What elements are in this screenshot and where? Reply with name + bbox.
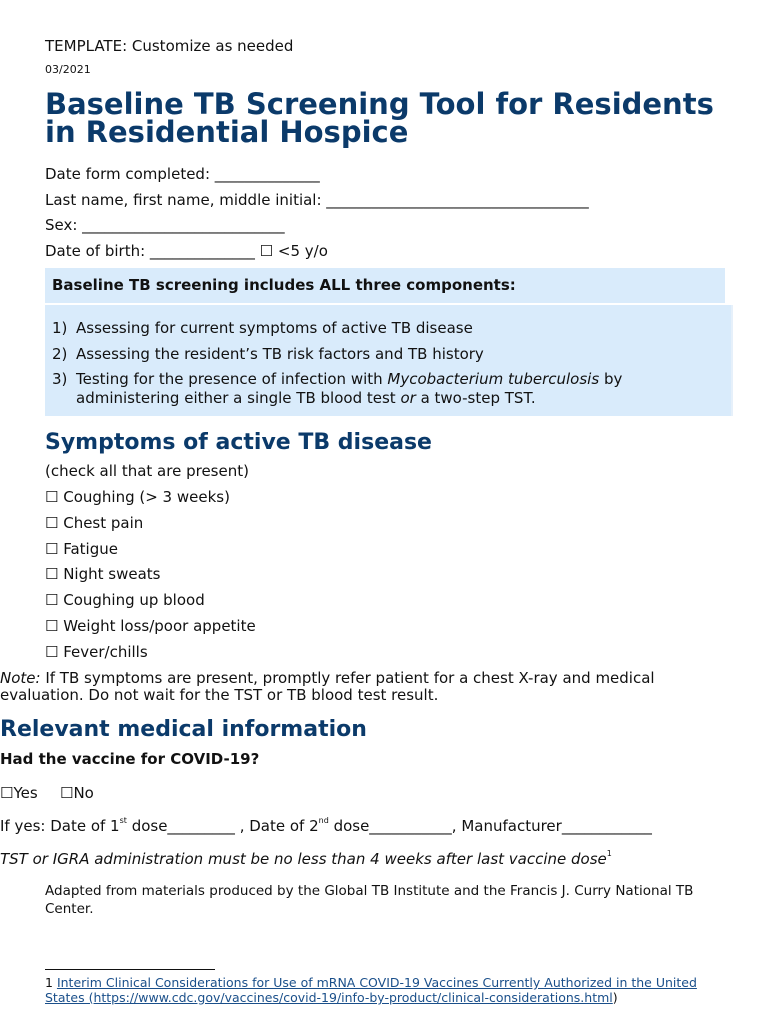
symptoms-note-line2: evaluation. Do not wait for the TST or TB blood test result. <box>0 686 439 704</box>
note-label: Note: <box>0 669 41 687</box>
component-text: a two-step TST. <box>415 389 536 407</box>
footnote-line2 <box>45 990 618 1005</box>
component-text: Assessing for current symptoms of active TB disease <box>76 319 473 337</box>
dose-text: If yes: Date of 1 <box>0 817 120 835</box>
name-field[interactable]: Last name, first name, middle initial: ___________________________________ <box>45 191 589 209</box>
medical-heading: Relevant medical information <box>0 717 367 742</box>
page-title-line2: in Residential Hospice <box>45 115 409 149</box>
component-item-1 <box>52 319 473 337</box>
footnote-number: 1 <box>45 975 57 990</box>
tst-note <box>0 850 612 868</box>
covid-question: Had the vaccine for COVID-19? <box>0 750 260 768</box>
sex-field[interactable]: Sex: ___________________________ <box>45 216 285 234</box>
component-text-italic: or <box>400 389 416 407</box>
component-text: Assessing the resident’s TB risk factors and TB history <box>76 345 484 363</box>
symptom-checkbox[interactable]: ☐ Coughing up blood <box>45 591 205 609</box>
component-text-italic: Mycobacterium tuberculosis <box>387 370 600 388</box>
footnote-link-cont[interactable]: States (https://www.cdc.gov/vaccines/covid-19/info-by-product/clinical-considerations.html <box>45 990 613 1005</box>
footnote-link[interactable]: Interim Clinical Considerations for Use of mRNA COVID-19 Vaccines Currently Authorized in the United <box>56 975 697 990</box>
symptoms-heading: Symptoms of active TB disease <box>45 430 432 455</box>
symptoms-instruction: (check all that are present) <box>45 462 249 480</box>
covid-no-checkbox[interactable]: ☐No <box>60 784 94 802</box>
components-heading: Baseline TB screening includes ALL three components: <box>52 276 516 294</box>
dose-text: dose___________, Manufacturer____________ <box>328 817 652 835</box>
covid-yes-checkbox[interactable]: ☐Yes <box>0 784 38 802</box>
footnote-line1 <box>45 975 697 990</box>
tst-note-text: TST or IGRA administration must be no less than 4 weeks after last vaccine dose <box>0 850 607 868</box>
symptom-checkbox[interactable]: ☐ Coughing (> 3 weeks) <box>45 488 230 506</box>
component-item-3-line2 <box>76 389 536 407</box>
adapted-line2: Center. <box>45 901 94 917</box>
symptoms-note-line1 <box>0 669 655 687</box>
footnote-close: ) <box>612 990 618 1005</box>
template-note: TEMPLATE: Customize as needed <box>45 37 294 55</box>
symptom-checkbox[interactable]: ☐ Weight loss/poor appetite <box>45 617 256 635</box>
footnote-divider <box>45 969 215 970</box>
dose-fields[interactable] <box>0 817 652 835</box>
component-item-3 <box>52 370 622 388</box>
dose-sup: st <box>119 816 127 825</box>
symptom-checkbox[interactable]: ☐ Night sweats <box>45 565 161 583</box>
footnote-ref: 1 <box>606 849 612 858</box>
component-num: 2) <box>52 345 68 363</box>
component-text: by <box>599 370 623 388</box>
component-num: 3) <box>52 370 68 388</box>
adapted-line1: Adapted from materials produced by the Global TB Institute and the Francis J. Curry National TB <box>45 883 694 899</box>
page-title-line1: Baseline TB Screening Tool for Residents <box>45 87 714 121</box>
symptom-checkbox[interactable]: ☐ Chest pain <box>45 514 144 532</box>
note-text: If TB symptoms are present, promptly refer patient for a chest X-ray and medical <box>40 669 655 687</box>
dose-sup: nd <box>318 816 329 825</box>
component-item-2 <box>52 345 484 363</box>
component-text: Testing for the presence of infection with <box>76 370 388 388</box>
component-num: 1) <box>52 319 68 337</box>
component-text: administering either a single TB blood test <box>76 389 401 407</box>
dob-field[interactable]: Date of birth: ______________ ☐ <5 y/o <box>45 242 328 260</box>
date-completed-field[interactable]: Date form completed: ______________ <box>45 165 320 183</box>
symptom-checkbox[interactable]: ☐ Fatigue <box>45 540 118 558</box>
revision-date: 03/2021 <box>45 63 91 76</box>
symptom-checkbox[interactable]: ☐ Fever/chills <box>45 643 148 661</box>
dose-text: dose_________ , Date of 2 <box>126 817 319 835</box>
